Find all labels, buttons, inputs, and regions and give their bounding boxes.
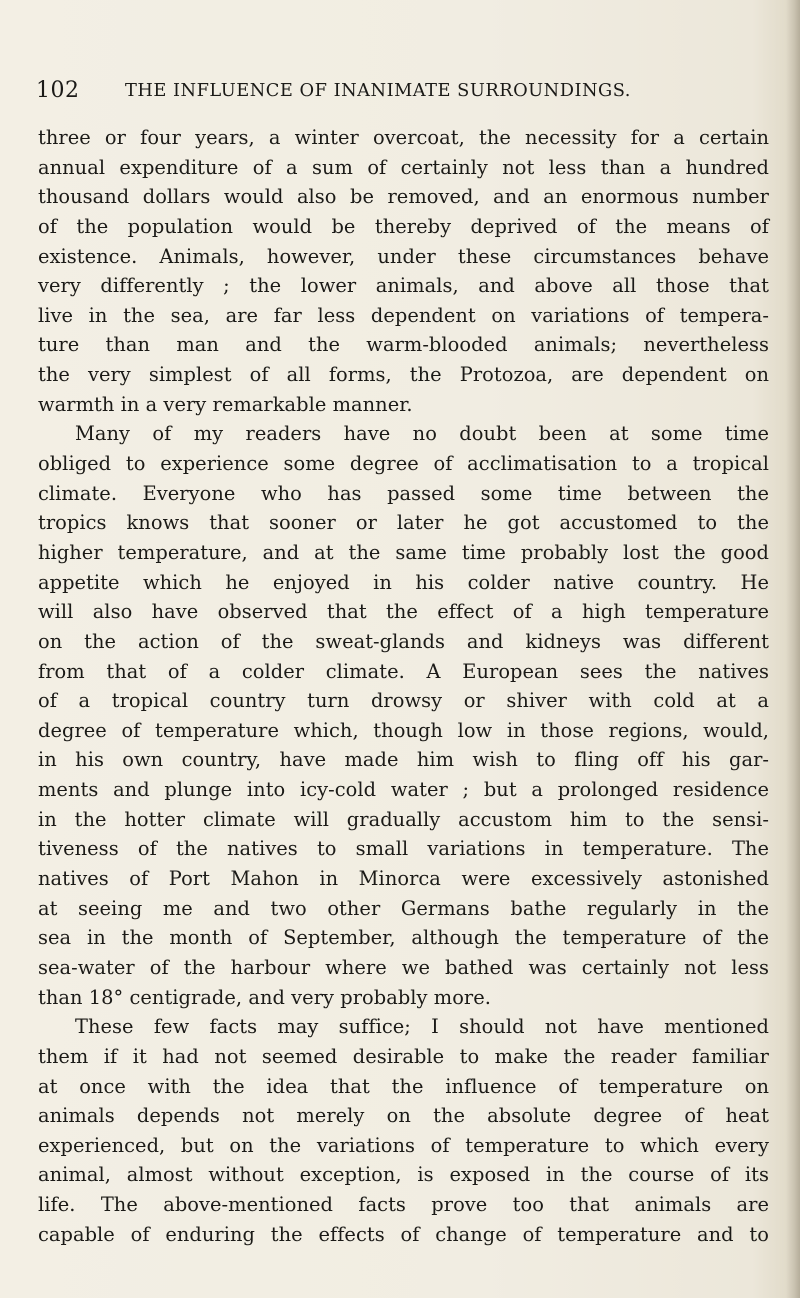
page-edge-shadow	[786, 0, 800, 1298]
text-line: experienced, but on the variations of temperature to which every	[38, 1133, 769, 1157]
text-line: at seeing me and two other Germans bathe regularly in the	[38, 896, 769, 920]
text-line: on the action of the sweat-glands and kidneys was different	[38, 629, 769, 653]
running-head	[36, 74, 768, 108]
text-line: ments and plunge into icy-cold water ; but a prolonged residence	[38, 778, 769, 802]
page-number: 102	[36, 78, 80, 103]
text-line: three or four years, a winter overcoat, the necessity for a certain	[38, 126, 769, 149]
text-line: obliged to experience some degree of acclimatisation to a tropical	[38, 452, 769, 476]
text-line: natives of Port Mahon in Minorca were excessively astonished	[38, 867, 769, 891]
text-line: in the hotter climate will gradually accustom him to the sensi-	[38, 807, 769, 831]
text-line: ture than man and the warm-blooded animals; nevertheless	[38, 333, 769, 357]
text-line: capable of enduring the effects of change of temperature and to	[38, 1222, 769, 1246]
text-line: in his own country, have made him wish to fling off his gar-	[38, 748, 769, 772]
text-line: from that of a colder climate. A European sees the natives	[38, 659, 769, 683]
text-line: sea in the month of September, although the temperature of the	[38, 926, 769, 950]
text-line: animal, almost without exception, is exposed in the course of its	[38, 1163, 769, 1187]
text-line: than 18° centigrade, and very probably more.	[38, 985, 491, 1009]
text-line: of a tropical country turn drowsy or shiver with cold at a	[38, 689, 769, 713]
text-line: degree of temperature which, though low in those regions, would,	[38, 718, 769, 742]
text-line: tiveness of the natives to small variations in temperature. The	[38, 837, 769, 861]
text-line: at once with the idea that the influence of temperature on	[38, 1074, 769, 1098]
text-line: existence. Animals, however, under these circumstances behave	[38, 244, 769, 268]
text-line: of the population would be thereby deprived of the means of	[38, 214, 769, 238]
text-line: will also have observed that the effect of a high temperature	[38, 600, 769, 624]
text-line: tropics knows that sooner or later he got accustomed to the	[38, 511, 769, 535]
text-line: life. The above-mentioned facts prove too that animals are	[38, 1193, 769, 1217]
text-line: animals depends not merely on the absolute degree of heat	[38, 1104, 769, 1128]
text-line: live in the sea, are far less dependent on variations of tempera-	[38, 303, 769, 327]
text-line: annual expenditure of a sum of certainly not less than a hundred	[38, 155, 769, 179]
text-line: thousand dollars would also be removed, and an enormous number	[38, 185, 769, 209]
text-line: appetite which he enjoyed in his colder native country. He	[38, 570, 769, 594]
text-line: the very simplest of all forms, the Protozoa, are dependent on	[38, 363, 769, 387]
text-line: climate. Everyone who has passed some time between the	[38, 481, 769, 505]
text-line: very differently ; the lower animals, and above all those that	[38, 274, 769, 298]
text-line: warmth in a very remarkable manner.	[38, 392, 413, 416]
text-line: higher temperature, and at the same time probably lost the good	[38, 540, 769, 564]
text-line: These few facts may suffice; I should not have mentioned	[75, 1015, 769, 1039]
text-line: sea-water of the harbour where we bathed was certainly not less	[38, 955, 769, 979]
running-title: THE INFLUENCE OF INANIMATE SURROUNDINGS.	[125, 80, 631, 101]
text-line: Many of my readers have no doubt been at some time	[75, 422, 769, 446]
text-line: them if it had not seemed desirable to make the reader familiar	[38, 1044, 769, 1068]
body-text	[38, 123, 769, 1249]
